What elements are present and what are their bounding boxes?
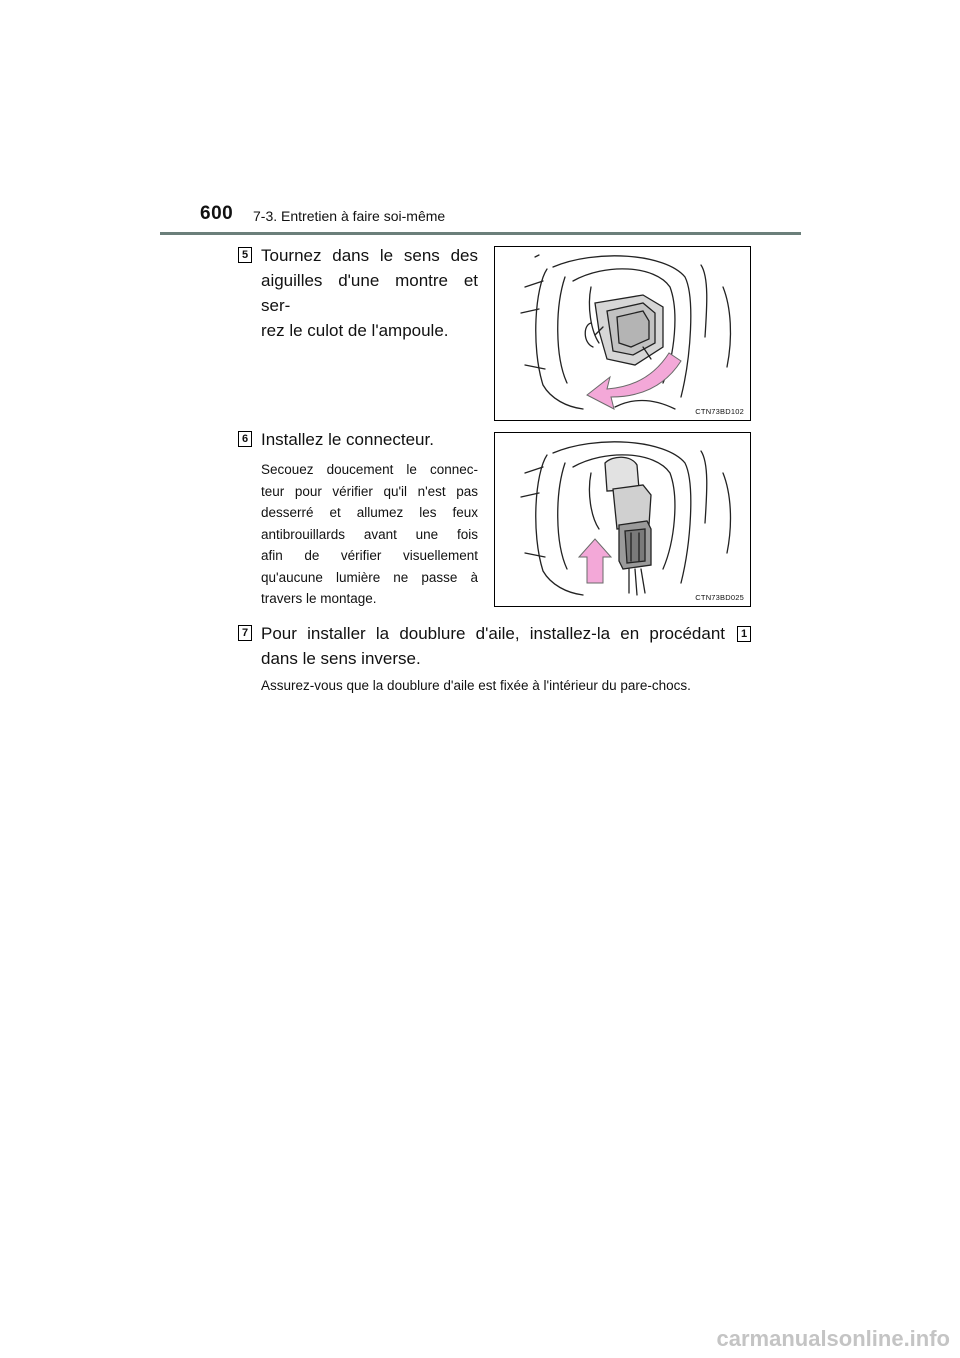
step-5-text <box>261 243 478 343</box>
step-5-figure-code: CTN73BD102 <box>695 407 744 416</box>
step-6-illustration <box>494 432 751 607</box>
step-7-line-1-row <box>261 621 751 646</box>
step-6-note-line-2: teur pour vérifier qu'il n'est pas <box>261 483 478 499</box>
step-5-line-3: rez le culot de l'ampoule. <box>261 321 449 340</box>
step-5-line-1: Tournez dans le sens des <box>261 246 478 265</box>
step-6-note <box>261 459 478 610</box>
watermark: carmanualsonline.info <box>716 1326 950 1351</box>
step-6-note-line-1: Secouez doucement le connec- <box>261 462 478 477</box>
step-7-text <box>261 621 751 671</box>
step-6-figure-code: CTN73BD025 <box>695 593 744 602</box>
step-6-text: Installez le connecteur. <box>261 430 434 449</box>
step-5-badge: 5 <box>238 247 252 263</box>
step-6-badge: 6 <box>238 431 252 447</box>
step-6-note-line-5: afin de vérifier visuellement <box>261 548 478 563</box>
step-7-note: Assurez-vous que la doublure d'aile est fixée à l'intérieur du pare-chocs. <box>261 678 691 693</box>
step-7-line-1: Pour installer la doublure d'aile, installez-la en procédant <box>261 624 725 643</box>
section-title: 7-3. Entretien à faire soi-même <box>253 208 446 224</box>
step-6-note-line-6: qu'aucune lumière ne passe à <box>261 569 478 585</box>
step-1-reference-badge: 1 <box>737 626 751 642</box>
page-number: 600 <box>200 203 234 224</box>
step-6-note-line-3: desserré et allumez les feux <box>261 505 478 520</box>
step-6-note-line-7: travers le montage. <box>261 591 377 606</box>
step-5-line-2: aiguilles d'une montre et ser- <box>261 271 478 315</box>
step-7-badge: 7 <box>238 625 252 641</box>
step-5-illustration <box>494 246 751 421</box>
step-6-note-line-4: antibrouillards avant une fois <box>261 526 478 542</box>
bulb-rotation-drawing <box>495 247 750 420</box>
connector-install-drawing <box>495 433 750 606</box>
header-rule <box>160 232 801 235</box>
step-7-line-2: dans le sens inverse. <box>261 649 421 668</box>
